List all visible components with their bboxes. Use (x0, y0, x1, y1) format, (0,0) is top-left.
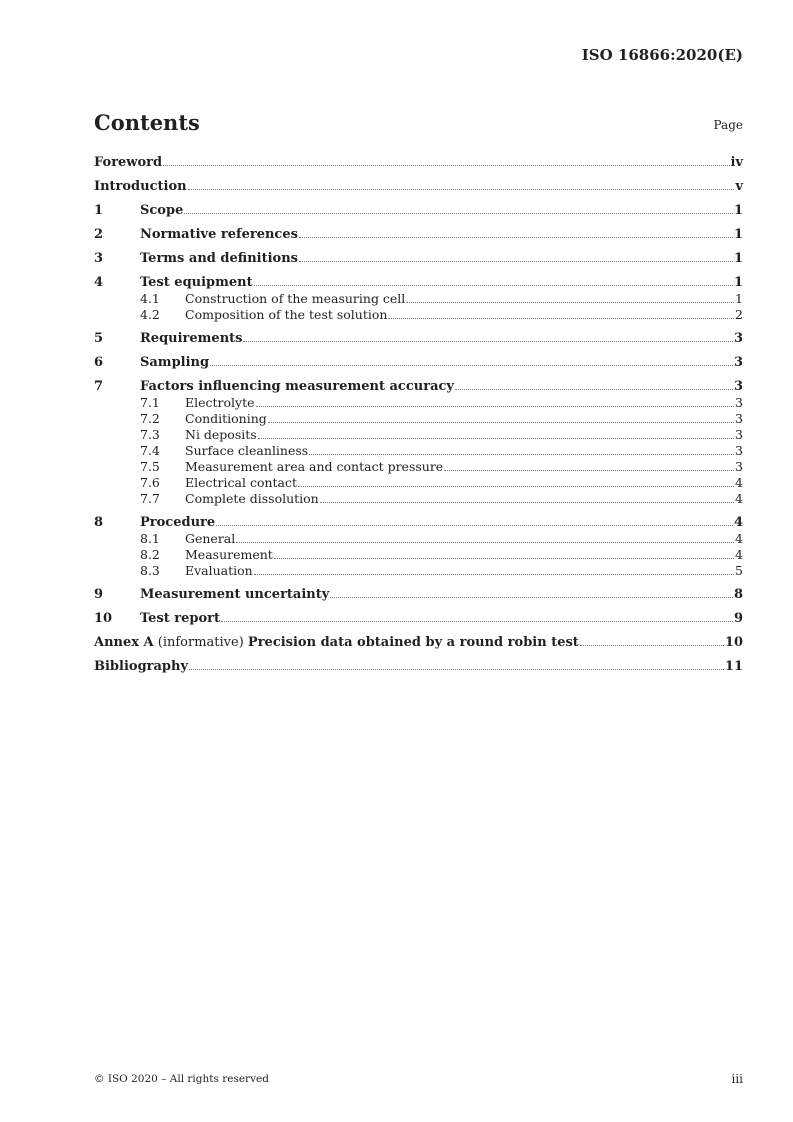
dot-leader (188, 188, 735, 190)
toc-entry[interactable] (94, 355, 743, 371)
toc-entry-page: 1 (733, 275, 743, 290)
toc-entry-title: Bibliography (94, 659, 189, 674)
toc-entry-page: 2 (735, 307, 743, 322)
toc-entry[interactable] (94, 291, 743, 307)
toc-entry[interactable] (94, 307, 743, 323)
toc-entry-number: 10 (94, 611, 113, 626)
toc-entry-page: 4 (735, 475, 743, 490)
toc-entry[interactable] (94, 443, 743, 459)
toc-entry-title: Terms and definitions (140, 251, 298, 266)
dot-leader (298, 485, 734, 487)
toc-entry-page: 4 (735, 491, 743, 506)
toc-entry-page: 3 (735, 427, 743, 442)
toc-entry-title: Measurement area and contact pressure (185, 459, 444, 474)
toc-entry-page: 8 (733, 587, 743, 602)
toc-entry-title: Factors influencing measurement accuracy (140, 379, 454, 394)
toc-entry-page: 1 (733, 227, 743, 242)
toc-entry[interactable] (94, 515, 743, 531)
dot-leader (254, 573, 734, 575)
toc-entry-number: 7.1 (140, 395, 160, 410)
toc-entry-page: 9 (733, 611, 743, 626)
toc-entry-title: Measurement (185, 547, 273, 562)
toc-entry-number: 6 (94, 355, 104, 370)
dot-leader (163, 164, 729, 166)
toc-entry[interactable] (94, 547, 743, 563)
toc-entry[interactable] (94, 203, 743, 219)
dot-leader (254, 284, 733, 286)
toc-entry-number: 8.2 (140, 547, 160, 562)
table-of-contents (94, 155, 743, 675)
dot-leader (274, 557, 734, 559)
toc-entry-title: Ni deposits (185, 427, 257, 442)
dot-leader (258, 437, 734, 439)
dot-leader (299, 236, 733, 238)
dot-leader (216, 524, 733, 526)
toc-entry-title: Introduction (94, 179, 187, 194)
toc-entry-title: Normative references (140, 227, 298, 242)
toc-entry-number: 5 (94, 331, 104, 346)
toc-entry-title: Test equipment (140, 275, 253, 290)
toc-entry-title: Procedure (140, 515, 216, 530)
dot-leader (243, 340, 732, 342)
toc-entry-title: Requirements (140, 331, 243, 346)
toc-entry-page: 1 (733, 251, 743, 266)
toc-entry-page: 3 (735, 459, 743, 474)
toc-entry-page: 10 (724, 635, 743, 650)
toc-entry-page: 3 (735, 411, 743, 426)
toc-entry[interactable] (94, 275, 743, 291)
toc-entry-title: Precision data obtained by a round robin test (247, 635, 579, 650)
dot-leader (236, 541, 734, 543)
toc-entry[interactable] (94, 459, 743, 475)
toc-entry-title: Electrical contact (185, 475, 298, 490)
toc-entry-title: Conditioning (185, 411, 267, 426)
dot-leader (309, 453, 734, 455)
page-column-label: Page (713, 118, 743, 132)
dot-leader (184, 212, 733, 214)
dot-leader (580, 644, 724, 646)
dot-leader (299, 260, 733, 262)
toc-entry-number: 8.1 (140, 531, 160, 546)
toc-entry-number: 7.7 (140, 491, 160, 506)
toc-entry-number: 7.6 (140, 475, 160, 490)
dot-leader (330, 596, 733, 598)
toc-entry[interactable] (94, 635, 743, 651)
dot-leader (406, 301, 734, 303)
toc-entry[interactable] (94, 179, 743, 195)
toc-entry[interactable] (94, 531, 743, 547)
dot-leader (189, 668, 724, 670)
page-title: Contents (94, 110, 200, 135)
toc-entry-title: Foreword (94, 155, 163, 170)
toc-entry-number: 7.5 (140, 459, 160, 474)
toc-annex-label: Annex A (94, 635, 154, 650)
toc-entry-number: 4 (94, 275, 104, 290)
toc-entry-page: v (735, 179, 743, 194)
toc-entry-title: Sampling (140, 355, 210, 370)
toc-entry-title: General (185, 531, 236, 546)
toc-entry[interactable] (94, 475, 743, 491)
toc-entry[interactable] (94, 563, 743, 579)
toc-entry[interactable] (94, 395, 743, 411)
toc-entry-number: 7.2 (140, 411, 160, 426)
dot-leader (268, 421, 734, 423)
toc-entry-title: Measurement uncertainty (140, 587, 330, 602)
toc-entry-title: Test report (140, 611, 221, 626)
toc-entry-page: 11 (724, 659, 743, 674)
toc-entry-page: 4 (733, 515, 743, 530)
toc-entry-title: Surface cleanliness (185, 443, 309, 458)
toc-entry[interactable] (94, 251, 743, 267)
toc-entry-number: 7 (94, 379, 104, 394)
toc-entry-page: 1 (733, 203, 743, 218)
toc-entry-title: Evaluation (185, 563, 253, 578)
dot-leader (455, 388, 733, 390)
copyright-notice: © ISO 2020 – All rights reserved (94, 1073, 269, 1085)
page-number: iii (731, 1072, 743, 1086)
toc-entry[interactable] (94, 227, 743, 243)
toc-entry-number: 7.3 (140, 427, 160, 442)
toc-entry-page: iv (730, 155, 743, 170)
toc-entry-page: 1 (735, 291, 743, 306)
toc-entry-title: Scope (140, 203, 184, 218)
dot-leader (320, 501, 734, 503)
toc-entry[interactable] (94, 427, 743, 443)
dot-leader (221, 620, 733, 622)
toc-entry-page: 5 (735, 563, 743, 578)
toc-entry-page: 3 (733, 379, 743, 394)
toc-annex-type: (informative) (153, 635, 248, 650)
toc-entry-number: 8 (94, 515, 104, 530)
toc-entry[interactable] (94, 611, 743, 627)
toc-entry[interactable] (94, 155, 743, 171)
toc-entry-number: 1 (94, 203, 104, 218)
toc-entry[interactable] (94, 587, 743, 603)
toc-entry-number: 7.4 (140, 443, 160, 458)
toc-entry[interactable] (94, 379, 743, 395)
toc-entry-page: 3 (735, 395, 743, 410)
document-id: ISO 16866:2020(E) (581, 46, 743, 64)
toc-entry-page: 3 (735, 443, 743, 458)
dot-leader (256, 405, 735, 407)
toc-entry-title: Composition of the test solution (185, 307, 388, 322)
toc-entry-title: Electrolyte (185, 395, 255, 410)
toc-entry-number: 9 (94, 587, 104, 602)
dot-leader (388, 317, 734, 319)
toc-entry[interactable] (94, 331, 743, 347)
dot-leader (444, 469, 734, 471)
toc-entry-number: 8.3 (140, 563, 160, 578)
toc-entry-page: 4 (735, 531, 743, 546)
toc-entry-number: 3 (94, 251, 104, 266)
toc-entry-number: 4.2 (140, 307, 160, 322)
dot-leader (210, 364, 733, 366)
toc-entry[interactable] (94, 491, 743, 507)
toc-entry-number: 4.1 (140, 291, 160, 306)
toc-entry-title: Construction of the measuring cell (185, 291, 406, 306)
toc-entry[interactable] (94, 411, 743, 427)
toc-entry-number: 2 (94, 227, 104, 242)
toc-entry-page: 3 (733, 331, 743, 346)
toc-entry-page: 4 (735, 547, 743, 562)
toc-entry[interactable] (94, 659, 743, 675)
toc-entry-page: 3 (733, 355, 743, 370)
toc-entry-title: Complete dissolution (185, 491, 319, 506)
